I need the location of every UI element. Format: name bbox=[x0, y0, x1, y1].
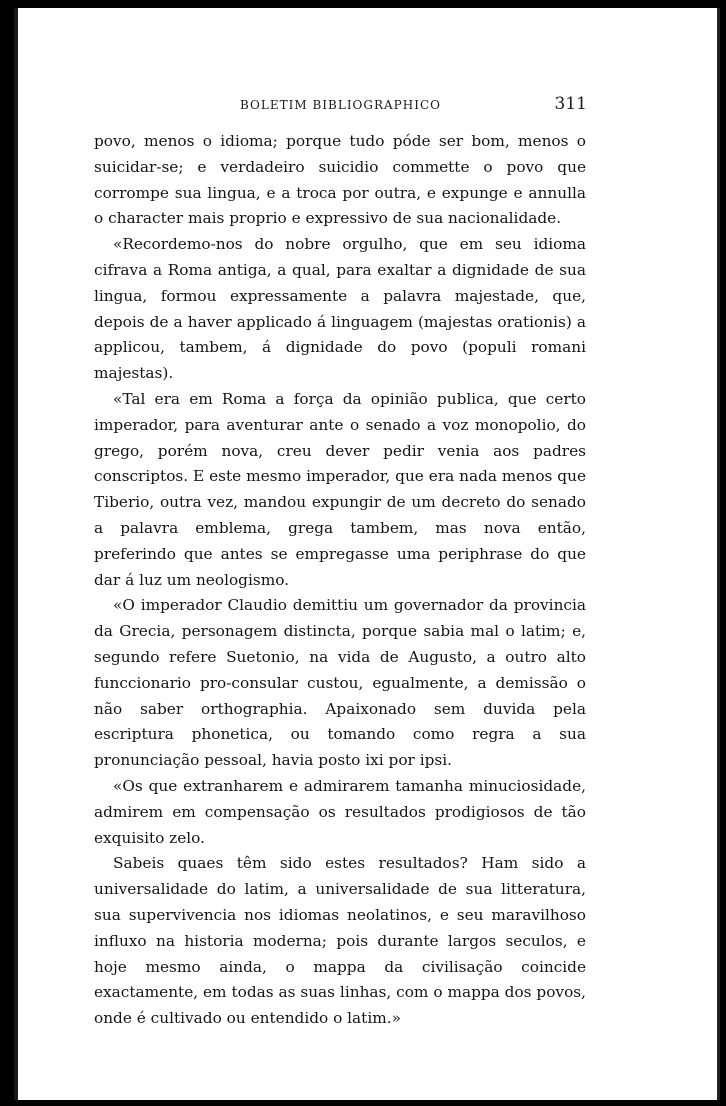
page-header bbox=[94, 94, 587, 118]
scan-edge-left bbox=[14, 8, 18, 1100]
paragraph-roma-majestade: «Recordemo-nos do nobre orgulho, que em seu idioma cifrava a Roma antiga, a qual, para exaltar a dignidade de sua lingua, formou expressamente a palavra majestade, que, depois de a haver applicado á linguagem (majestas orationis) a applicou, tambem, á dignidade do povo (populi romani majestas). bbox=[94, 235, 586, 383]
paragraph-resultados: Sabeis quaes têm sido estes resultados? Ham sido a universalidade do latim, a universalidade de sua litteratura, sua supervivencia nos idiomas neolatinos, e seu maravilhoso influxo na historia moderna; pois durante largos seculos, e hoje mesmo ainda, o mappa da civilisação coincide exactamente, em todas as suas linhas, com o mappa dos povos, onde é cultivado ou entendido o latim.» bbox=[94, 854, 586, 1028]
running-title: BOLETIM BIBLIOGRAPHICO bbox=[240, 98, 441, 112]
scan-edge-right bbox=[717, 8, 720, 1100]
body-text bbox=[94, 129, 586, 1032]
paragraph-claudio: «O imperador Claudio demittiu um governador da provincia da Grecia, personagem distincta, porque sabia mal o latim; e, segundo refere Suetonio, na vida de Augusto, a outro alto funccionario pro-consular custou, egualmente, a demissão o não saber orthographia. Apaixonado sem duvida pela escriptura phonetica, ou tomando como regra a sua pronunciação pessoal, havia posto ixi por ipsi. bbox=[94, 596, 586, 770]
paragraph-continuation: povo, menos o idioma; porque tudo póde ser bom, menos o suicidar-se; e verdadeiro suicidio commette o povo que corrompe sua lingua, e a troca por outra, e expunge e annulla o character mais proprio e expressivo de sua nacionalidade. bbox=[94, 132, 586, 228]
paragraph-tiberio: «Tal era em Roma a força da opinião publica, que certo imperador, para aventurar ante o senado a voz monopolio, do grego, porém nova, creu dever pedir venia aos padres conscriptos. E este mesmo imperador, que era nada menos que Tiberio, outra vez, mandou expungir de um decreto do senado a palavra emblema, grega tambem, mas nova então, preferindo que antes se empregasse uma periphrase do que dar á luz um neologismo. bbox=[94, 389, 586, 589]
page-number: 311 bbox=[554, 94, 587, 114]
scanned-page bbox=[14, 8, 720, 1100]
paragraph-minuciosidade: «Os que extranharem e admirarem tamanha minuciosidade, admirem em compensação os resultados prodigiosos de tão exquisito zelo. bbox=[94, 776, 586, 847]
